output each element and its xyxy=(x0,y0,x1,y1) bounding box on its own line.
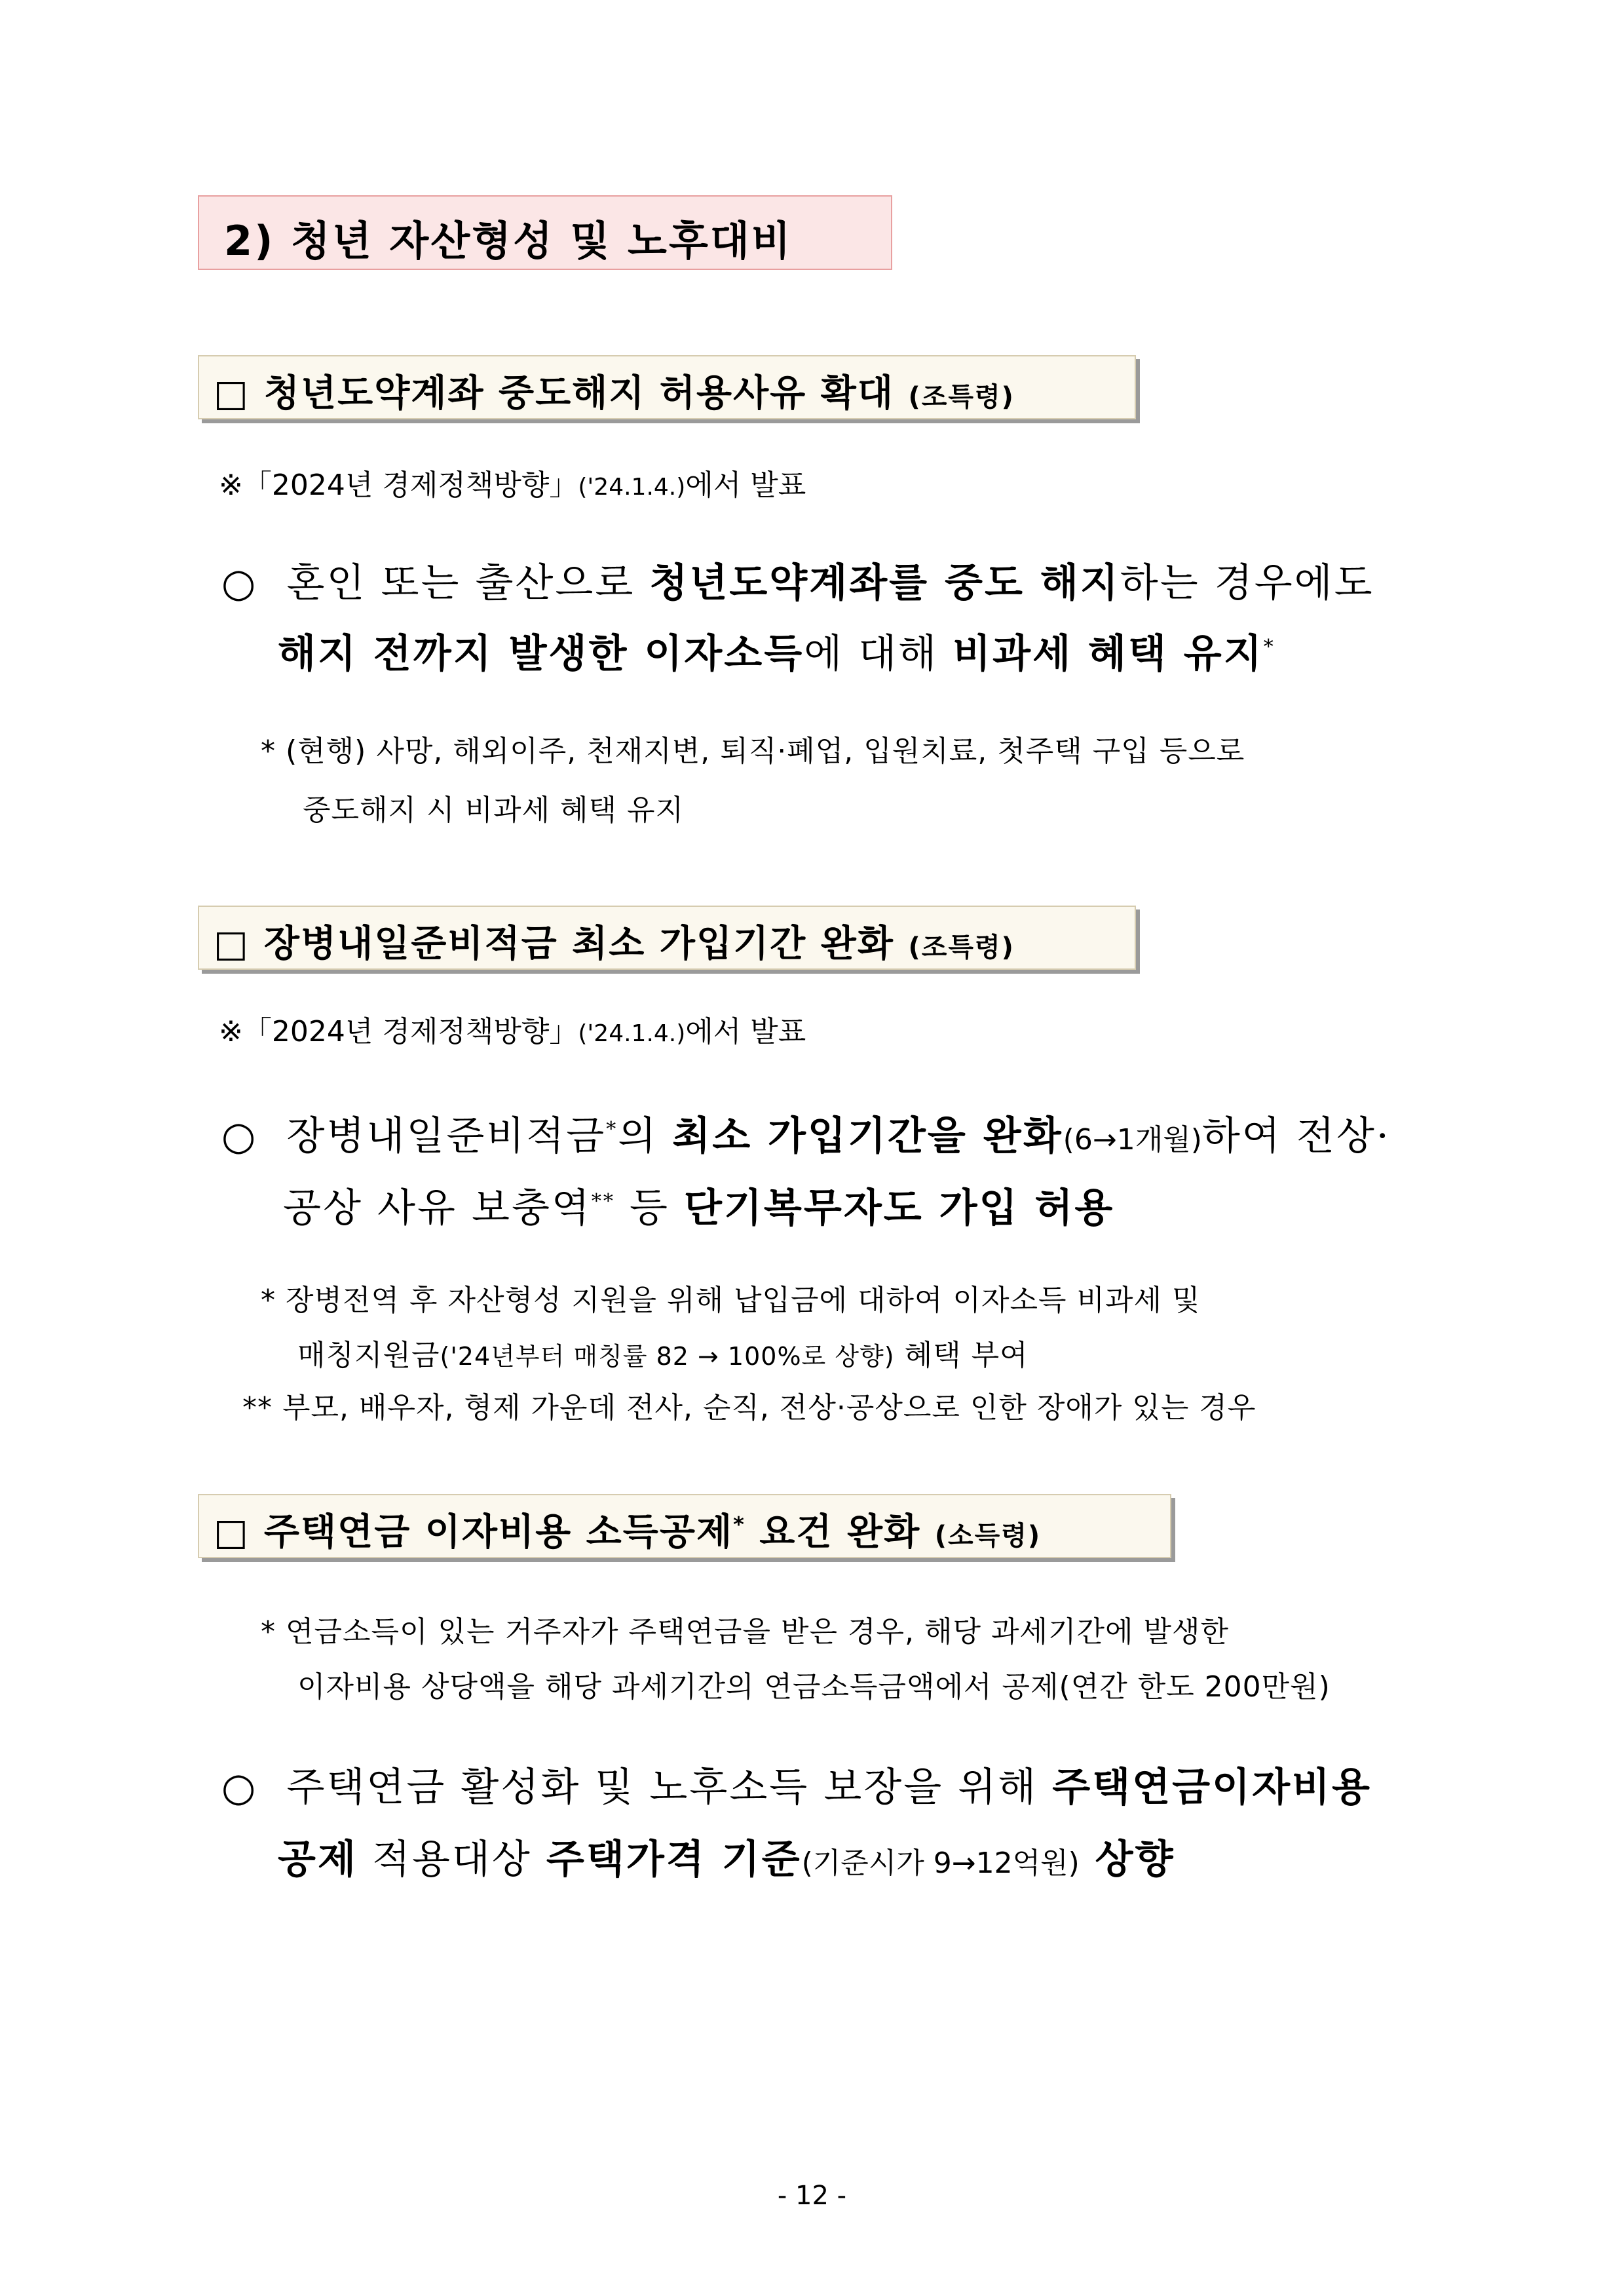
footnote-3-line-1: * 연금소득이 있는 거주자가 주택연금을 받은 경우, 해당 과세기간에 발생한 xyxy=(261,1615,1229,1649)
footnote-2-l2-a: 매칭지원금 xyxy=(297,1339,440,1372)
bullet-circle-icon: ○ xyxy=(221,560,258,606)
bullet-1-text-a: 혼인 또는 출산으로 xyxy=(286,560,650,606)
note-1-suffix: 에서 발표 xyxy=(685,469,806,502)
footnote-1-line-2: 중도해지 시 비과세 혜택 유지 xyxy=(303,794,684,827)
bullet-2-l2-b: 등 xyxy=(614,1185,684,1231)
bullet-2-l2-a: 공상 사유 보충역 xyxy=(283,1185,592,1231)
heading-3-text-b: 요건 완화 xyxy=(745,1511,921,1554)
bullet-2-text-d: 하여 전상· xyxy=(1201,1113,1391,1159)
note-2-suffix: 에서 발표 xyxy=(685,1015,806,1048)
note-1-date: ('24.1.4.) xyxy=(578,474,686,501)
checkbox-square-icon: □ xyxy=(214,1511,250,1554)
bullet-2-line-1 xyxy=(221,1105,1391,1161)
footnote-2-l2-small: ('24년부터 매칭률 82 → 100%로 상향) xyxy=(440,1342,895,1371)
heading-1 xyxy=(214,364,1015,417)
footnote-2-line-1: * 장병전역 후 자산형성 지원을 위해 납입금에 대하여 이자소득 비과세 및 xyxy=(261,1284,1201,1317)
heading-3-text: 주택연금 이자비용 소득공제 xyxy=(263,1511,734,1554)
bullet-1-l2-c: 비과세 혜택 유지 xyxy=(953,631,1264,677)
bullet-3-line-1 xyxy=(221,1756,1372,1812)
bullet-2-sup: * xyxy=(606,1118,618,1141)
heading-3 xyxy=(214,1503,1041,1556)
heading-2-text: 장병내일준비적금 최소 가입기간 완화 xyxy=(263,923,894,965)
bullet-circle-icon: ○ xyxy=(221,1765,258,1810)
heading-1-tag: (조특령) xyxy=(908,382,1015,412)
footnote-2-line-2 xyxy=(297,1331,1029,1373)
bullet-1-text-c: 하는 경우에도 xyxy=(1120,560,1374,606)
bullet-1-l2-a: 해지 전까지 발생한 이자소득 xyxy=(278,631,804,677)
checkbox-square-icon: □ xyxy=(214,372,250,415)
bullet-2-small: (6→1개월) xyxy=(1063,1123,1202,1157)
checkbox-square-icon: □ xyxy=(214,923,250,965)
heading-2-tag: (조특령) xyxy=(908,932,1015,963)
page-number: - 12 - xyxy=(777,2181,847,2211)
bullet-2-l2-sup: ** xyxy=(591,1190,615,1213)
bullet-3-text-b: 주택연금이자비용 xyxy=(1052,1765,1372,1810)
bullet-3-l2-a: 공제 xyxy=(278,1837,358,1883)
footnote-2-line-3: ** 부모, 배우자, 형제 가운데 전사, 순직, 전상·공상으로 인한 장애가 있는 경우 xyxy=(242,1391,1256,1425)
bullet-2-line-2 xyxy=(283,1177,1114,1233)
footnote-2-l2-b: 혜택 부여 xyxy=(894,1339,1029,1372)
bullet-2-text-a: 장병내일준비적금 xyxy=(286,1113,607,1159)
bullet-1-l2-b: 에 대해 xyxy=(804,631,953,677)
heading-2 xyxy=(214,915,1015,967)
bullet-2-text-c: 최소 가입기간을 완화 xyxy=(672,1113,1063,1159)
note-2-prefix: ※「2024년 경제정책방향」 xyxy=(219,1015,578,1048)
bullet-3-l2-small: (기준시가 9→12억원) xyxy=(801,1846,1080,1880)
heading-3-sup: * xyxy=(733,1512,746,1537)
bullet-3-l2-b: 적용대상 xyxy=(357,1837,546,1883)
note-2-date: ('24.1.4.) xyxy=(578,1020,686,1047)
bullet-3-line-2 xyxy=(278,1828,1175,1885)
heading-3-tag: (소득령) xyxy=(934,1521,1042,1551)
footnote-1-line-1: * (현행) 사망, 해외이주, 천재지변, 퇴직·폐업, 입원치료, 첫주택 구입 등으로 xyxy=(261,735,1245,768)
note-1-prefix: ※「2024년 경제정책방향」 xyxy=(219,469,578,502)
bullet-3-l2-d: 상향 xyxy=(1079,1837,1175,1883)
heading-1-text: 청년도약계좌 중도해지 허용사유 확대 xyxy=(263,372,894,415)
bullet-3-l2-c: 주택가격 기준 xyxy=(546,1837,802,1883)
bullet-2-l2-c: 단기복무자도 가입 허용 xyxy=(683,1185,1115,1231)
footnote-3-line-2: 이자비용 상당액을 해당 과세기간의 연금소득금액에서 공제(연간 한도 200만원) xyxy=(297,1670,1331,1704)
bullet-3-text-a: 주택연금 활성화 및 노후소득 보장을 위해 xyxy=(286,1765,1053,1810)
note-2 xyxy=(219,1008,806,1050)
section-title: 2) 청년 자산형성 및 노후대비 xyxy=(224,217,793,265)
bullet-circle-icon: ○ xyxy=(221,1113,258,1159)
bullet-2-text-b: 의 xyxy=(618,1113,673,1159)
bullet-1-l2-sup: * xyxy=(1263,636,1275,659)
bullet-1-line-2 xyxy=(278,622,1275,679)
note-1 xyxy=(219,461,806,503)
bullet-1-text-b: 청년도약계좌를 중도 해지 xyxy=(649,560,1120,606)
bullet-1-line-1 xyxy=(221,552,1374,608)
